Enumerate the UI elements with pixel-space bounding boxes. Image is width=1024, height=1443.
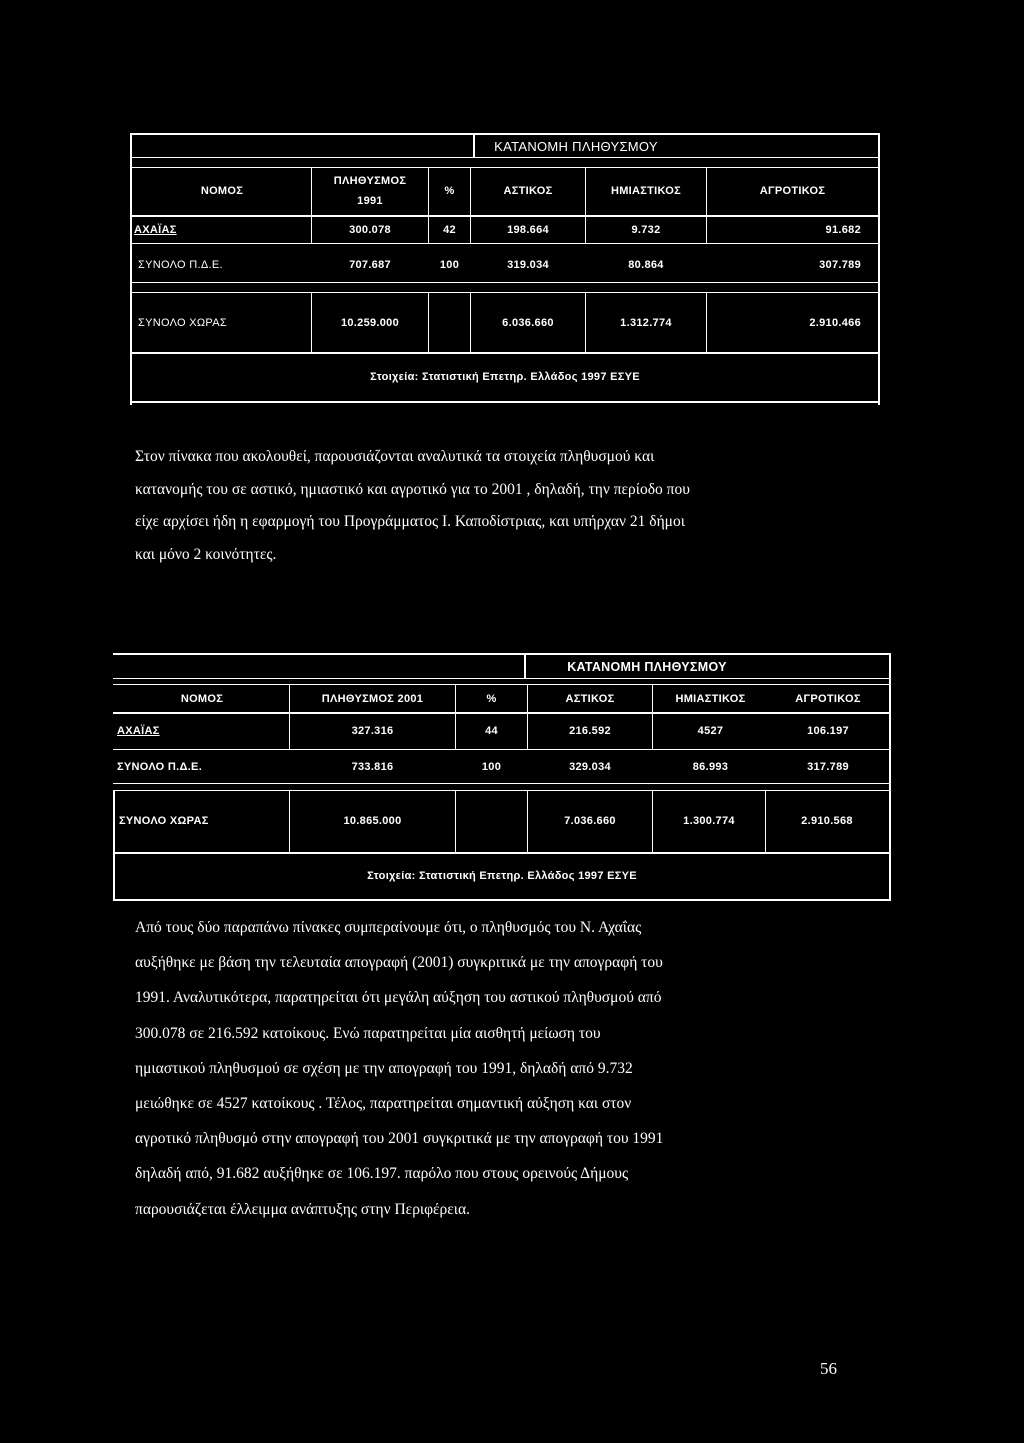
paragraph-conclusion bbox=[135, 910, 895, 1227]
table2-row-country-semiurban: 1.300.774 bbox=[683, 815, 735, 827]
table2-row-country-rural: 2.910.568 bbox=[801, 815, 853, 827]
table2-col-rural: ΑΓΡΟΤΙΚΟΣ bbox=[795, 692, 861, 705]
table1-col-nomos: ΝΟΜΟΣ bbox=[200, 185, 244, 197]
table1-row-achaia-urban: 198.664 bbox=[507, 224, 549, 236]
paragraph-conclusion-line: 300.078 σε 216.592 κατοίκους. Ενώ παρατηρείται μία αισθητή μείωση του bbox=[135, 1024, 601, 1042]
table2-col-percent: % bbox=[486, 692, 497, 705]
table2-row-pde-percent: 100 bbox=[481, 761, 502, 773]
table2-col-nomos: ΝΟΜΟΣ bbox=[180, 692, 224, 705]
table2-row-pde-population: 733.816 bbox=[351, 761, 394, 773]
table1-row-achaia-percent: 42 bbox=[443, 224, 456, 236]
table1-col-population-line2: 1991 bbox=[357, 195, 383, 207]
table1-row-achaia-nomos: ΑΧΑΪΑΣ bbox=[134, 224, 177, 236]
table2-row-achaia-rural: 106.197 bbox=[807, 725, 849, 737]
table1-row-country-urban: 6.036.660 bbox=[502, 317, 554, 329]
paragraph-conclusion-line: 1991. Αναλυτικότερα, παρατηρείται ότι μεγάλη αύξηση του αστικού πληθυσμού από bbox=[135, 989, 662, 1007]
table2-row-achaia-percent: 44 bbox=[485, 725, 498, 737]
paragraph-conclusion-line: ημιαστικού πληθυσμού σε σχέση με την απογραφή του 1991, δηλαδή από 9.732 bbox=[135, 1059, 633, 1077]
paragraph-intro-line: Στον πίνακα που ακολουθεί, παρουσιάζονται αναλυτικά τα στοιχεία πληθυσμού και bbox=[135, 448, 655, 465]
table1-row-country-rural: 2.910.466 bbox=[809, 317, 861, 329]
table1-row-country-nomos: ΣΥΝΟΛΟ ΧΩΡΑΣ bbox=[138, 317, 227, 329]
table2-row-country-nomos: ΣΥΝΟΛΟ ΧΩΡΑΣ bbox=[119, 815, 209, 827]
table1-col-percent: % bbox=[444, 185, 455, 197]
table1-row-pde-semiurban: 80.864 bbox=[628, 259, 664, 271]
table1-col-rural: ΑΓΡΟΤΙΚΟΣ bbox=[759, 185, 826, 197]
table2-source: Στοιχεία: Στατιστική Επετηρ. Ελλάδος 1997 ΕΣΥΕ bbox=[367, 870, 637, 882]
table2-row-achaia-urban: 216.592 bbox=[569, 725, 611, 737]
table1-row-achaia-semiurban: 9.732 bbox=[631, 224, 661, 236]
table1-row-pde-percent: 100 bbox=[439, 259, 460, 271]
table2-col-semiurban: ΗΜΙΑΣΤΙΚΟΣ bbox=[675, 692, 746, 705]
table2-row-country-percent bbox=[456, 792, 527, 850]
table2-row-achaia-population: 327.316 bbox=[351, 725, 394, 737]
paragraph-conclusion-line: μειώθηκε σε 4527 κατοίκους . Τέλος, παρατηρείται σημαντική αύξηση και στον bbox=[135, 1095, 632, 1113]
table1-row-pde-urban: 319.034 bbox=[507, 259, 549, 271]
table2-row-achaia-semiurban: 4527 bbox=[697, 725, 724, 737]
table2-row-country-population: 10.865.000 bbox=[343, 815, 402, 827]
table2-row-achaia-nomos: ΑΧΑΪΑΣ bbox=[117, 725, 160, 737]
table2-row-pde-nomos: ΣΥΝΟΛΟ Π.Δ.Ε. bbox=[117, 761, 203, 773]
table2-row-country-urban: 7.036.660 bbox=[564, 815, 616, 827]
paragraph-conclusion-line: αγροτικό πληθυσμό στην απογραφή του 2001 συγκριτικά με την απογραφή του 1991 bbox=[135, 1130, 664, 1148]
table2-col-population: ΠΛΗΘΥΣΜΟΣ 2001 bbox=[321, 692, 424, 705]
table2-row-pde-rural: 317.789 bbox=[807, 761, 849, 773]
table1-row-country-semiurban: 1.312.774 bbox=[620, 317, 672, 329]
paragraph-conclusion-line: αυξήθηκε με βάση την τελευταία απογραφή (2001) συγκριτικά με την απογραφή του bbox=[135, 954, 663, 972]
paragraph-intro-line: είχε αρχίσει ήδη η εφαρμογή του Προγράμματος Ι. Καποδίστριας, και υπήρχαν 21 δήμοι bbox=[135, 513, 685, 530]
table1-row-pde-nomos: ΣΥΝΟΛΟ Π.Δ.Ε. bbox=[138, 259, 223, 271]
table2-col-urban: ΑΣΤΙΚΟΣ bbox=[565, 692, 615, 705]
table2-group-header: ΚΑΤΑΝΟΜΗ ΠΛΗΘΥΣΜΟΥ bbox=[567, 659, 727, 674]
paragraph-intro-line: κατανομής του σε αστικό, ημιαστικό και αγροτικό για το 2001 , δηλαδή, την περίοδο που bbox=[135, 480, 690, 498]
table1-col-urban: ΑΣΤΙΚΟΣ bbox=[503, 185, 553, 197]
table1-row-pde-population: 707.687 bbox=[349, 259, 391, 271]
paragraph-conclusion-line: δηλαδή από, 91.682 αυξήθηκε σε 106.197. παρόλο που στους ορεινούς Δήμους bbox=[135, 1165, 629, 1183]
paragraph-conclusion-line: παρουσιάζεται έλλειμμα ανάπτυξης στην Περιφέρεια. bbox=[135, 1200, 470, 1218]
table2-row-pde-semiurban: 86.993 bbox=[692, 761, 729, 773]
page-number: 56 bbox=[820, 1359, 837, 1378]
table1-row-achaia-population: 300.078 bbox=[349, 224, 391, 236]
table1-col-semiurban: ΗΜΙΑΣΤΙΚΟΣ bbox=[610, 185, 682, 197]
table1-row-pde-rural: 307.789 bbox=[819, 259, 861, 271]
table1-col-population-line1: ΠΛΗΘΥΣΜΟΣ bbox=[333, 175, 407, 187]
table1-row-achaia-rural: 91.682 bbox=[825, 224, 861, 236]
table2-row-pde-urban: 329.034 bbox=[569, 761, 611, 773]
paragraph-conclusion-line: Από τους δύο παραπάνω πίνακες συμπεραίνουμε ότι, ο πληθυσμός του Ν. Αχαΐας bbox=[135, 919, 642, 936]
paragraph-intro-line: και μόνο 2 κοινότητες. bbox=[135, 545, 277, 563]
table1-group-header: ΚΑΤΑΝΟΜΗ ΠΛΗΘΥΣΜΟΥ bbox=[494, 138, 658, 154]
table1-source: Στοιχεία: Στατιστική Επετηρ. Ελλάδος 1997 ΕΣΥΕ bbox=[370, 371, 640, 383]
table1-row-country-population: 10.259.000 bbox=[340, 317, 400, 329]
